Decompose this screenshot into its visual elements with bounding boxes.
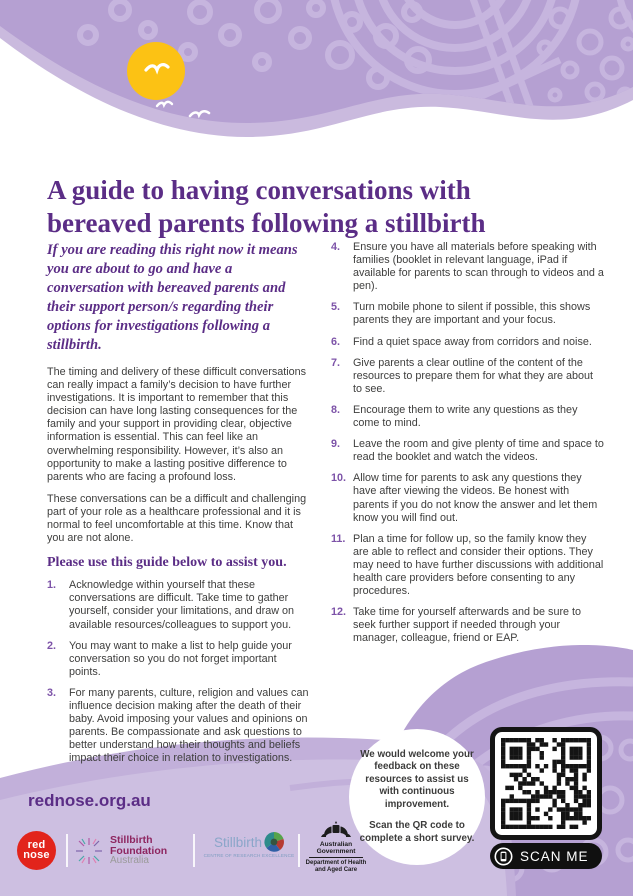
step-number: 11. [331,532,346,545]
step-text: Encourage them to write any questions as they come to mind. [353,403,578,430]
body-paragraph-2: These conversations can be a difficult and challenging part of your role as a healthcare professional and it is normal to feel uncomfortable at this time. Know that you are not alone. [47,492,307,545]
sf-line: Stillbirth [110,834,153,846]
stillbirth-foundation-logo [74,835,167,867]
list-item [47,579,311,631]
globe-icon [264,832,284,852]
step-text: Plan a time for follow up, so the family know they are able to reflect and consider their options. They may need to have further discussions with additional health care providers before consenting to any procedures. [353,532,604,598]
step-number: 1. [47,579,57,592]
step-text: For many parents, culture, religion and values can influence decision making after the death of their baby. Avoid imposing your values and opinions on parents. Be compassionate and ask questions to better understand how their thoughts and beliefs impact their choice in relation to investigations. [69,686,309,765]
qr-code [490,727,602,840]
gov-rule [309,857,363,858]
right-column [331,241,605,653]
step-text: Find a quiet space away from corridors and noise. [353,335,592,348]
rednose-logo-text: red [27,839,46,851]
feedback-circle [349,729,485,865]
australian-government-logo [305,820,367,874]
step-text: Acknowledge within yourself that these conversations are difficult. Take time to gather yourself, consider your limitations, and draw on available resources/colleagues to support you. [69,579,295,631]
left-column [47,241,311,773]
guide-heading: Please use this guide below to assist you. [47,555,287,571]
feedback-message: We would welcome your feedback on these resources to assist us with continuous improvement. [360,748,474,810]
sun-icon [127,42,185,100]
list-item [331,472,605,524]
step-number: 8. [331,403,341,416]
list-item [331,438,605,464]
step-number: 5. [331,301,341,314]
list-item [331,606,605,645]
header-wave-decoration [0,0,633,150]
feedback-cta: Scan the QR code to complete a short survey. [359,820,475,844]
step-number: 2. [47,639,57,652]
step-number: 4. [331,241,341,253]
phone-icon [494,847,513,866]
step-text: You may want to make a list to help guide your conversation so you do not forget important points. [69,639,292,678]
list-item [331,533,605,598]
list-item [47,687,311,766]
list-item [331,404,605,430]
step-text: Ensure you have all materials before speaking with families (booklet in relevant language, iPad if available for parents to scan through to videos and a pen). [353,241,604,293]
step-number: 10. [331,472,347,485]
rednose-logo [17,831,56,870]
rednose-url: rednose.org.au [28,791,151,810]
list-item [331,301,605,327]
cre-name: Stillbirth [213,834,262,850]
step-number: 9. [331,438,341,451]
step-text: Leave the room and give plenty of time and space to read the booklet and watch the videos. [353,438,604,464]
body-paragraph-1: The timing and delivery of these difficult conversations can really impact a family’s decision to have further investigations. It is important to remember that this decision can have long lasting consequences for the family and your support in providing clear, objective information is essential. This can feel like an overwhelming responsibility. However, it’s also an opportunity to make a lasting positive difference to parents who are facing a profound loss. [47,366,307,483]
cre-subtitle: CENTRE OF RESEARCH EXCELLENCE [203,853,295,858]
step-text: Take time for yourself afterwards and be sure to seek further support if needed through your manager, colleague, friend or EAP. [353,606,582,645]
logo-divider [66,834,68,867]
list-item [331,241,605,293]
coat-of-arms-icon [315,820,357,840]
step-number: 12. [331,606,347,619]
step-number: 6. [331,335,341,348]
step-text: Turn mobile phone to silent if possible, this shows parents they are important and your focus. [353,301,591,327]
scan-me-label: SCAN ME [520,848,589,864]
sf-line: Australia [110,855,149,866]
step-text: Give parents a clear outline of the content of the resources to prepare them for what they are about to see. [353,356,594,395]
gov-line: Department of Health [305,860,367,866]
gov-line: Australian Government [316,841,356,855]
step-number: 3. [47,686,57,699]
list-item [331,357,605,396]
page-title: A guide to having conversations with bereaved parents following a stillbirth [47,175,486,239]
list-item [47,640,311,679]
rednose-logo-text: nose [23,848,50,861]
scan-me-button [490,843,602,869]
step-number: 7. [331,356,341,369]
logo-divider [193,834,195,867]
stillbirth-cre-logo [203,832,295,858]
list-item [331,336,605,349]
logo-divider [298,834,300,867]
intro-text: If you are reading this right now it means you are about to go and have a conversation with bereaved parents and their support person/s regarding their options for investigations following a stillbirth. [47,242,298,353]
step-text: Allow time for parents to ask any questions they have after viewing the videos. Be honest with parents if you do not know the answer and let them know you will find out. [353,472,598,524]
starburst-icon [74,836,104,866]
gov-line: and Aged Care [314,867,358,873]
sf-line: Foundation [110,844,168,857]
